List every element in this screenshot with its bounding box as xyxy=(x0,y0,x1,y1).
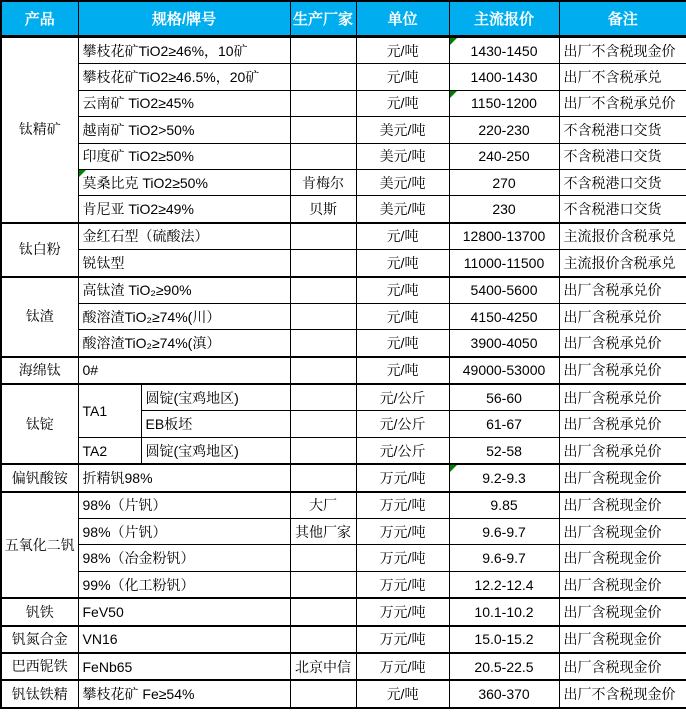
flag-triangle-icon xyxy=(450,465,457,472)
product-cell: 钒钛铁精 xyxy=(1,680,78,707)
header-unit: 单位 xyxy=(356,1,449,37)
price-cell: 9.2-9.3 xyxy=(449,464,559,491)
grade-cell: TA2 xyxy=(78,437,141,464)
note-cell: 出厂含税现金价 xyxy=(559,519,686,545)
table-row xyxy=(1,169,686,195)
note-cell: 不含税港口交货 xyxy=(559,169,686,195)
note-cell: 出厂含税现金价 xyxy=(559,492,686,519)
note-cell: 出厂不含税现金价 xyxy=(559,680,686,707)
price-cell: 10.1-10.2 xyxy=(449,598,559,625)
header-price: 主流报价 xyxy=(449,1,559,37)
price-cell: 360-370 xyxy=(449,680,559,707)
price-cell: 12800-13700 xyxy=(449,223,559,250)
unit-cell: 元/公斤 xyxy=(356,437,449,464)
price-cell: 52-58 xyxy=(449,437,559,464)
table-row xyxy=(1,143,686,169)
note-cell: 出厂含税现金价 xyxy=(559,545,686,571)
unit-cell: 元/吨 xyxy=(356,250,449,277)
grade-cell: TA1 xyxy=(78,384,141,437)
price-cell: 3900-4050 xyxy=(449,330,559,357)
header-manufacturer: 生产厂家 xyxy=(290,1,356,37)
unit-cell: 元/公斤 xyxy=(356,411,449,437)
manufacturer-cell xyxy=(290,37,356,64)
spec-cell: 98%（片钒） xyxy=(78,519,290,545)
flag-triangle-icon xyxy=(450,38,457,45)
manufacturer-cell xyxy=(290,303,356,329)
note-cell: 出厂含税承兑价 xyxy=(559,411,686,437)
price-cell: 49000-53000 xyxy=(449,357,559,384)
table-row xyxy=(1,437,686,464)
product-cell: 钛白粉 xyxy=(1,223,78,277)
spec-cell: 印度矿 TiO2≥50% xyxy=(78,143,290,169)
spec-cell: 99%（化工粉钒） xyxy=(78,571,290,598)
table-row xyxy=(1,519,686,545)
note-cell: 出厂含税现金价 xyxy=(559,464,686,491)
table-row xyxy=(1,680,686,707)
note-cell: 出厂含税现金价 xyxy=(559,598,686,625)
manufacturer-cell: 其他厂家 xyxy=(290,519,356,545)
price-cell: 9.6-9.7 xyxy=(449,545,559,571)
manufacturer-cell xyxy=(290,143,356,169)
spec-cell: 98%（片钒） xyxy=(78,492,290,519)
manufacturer-cell: 大厂 xyxy=(290,492,356,519)
table-row xyxy=(1,464,686,491)
manufacturer-cell xyxy=(290,626,356,653)
note-cell: 出厂含税现金价 xyxy=(559,571,686,598)
table-row xyxy=(1,545,686,571)
table-row xyxy=(1,384,686,411)
unit-cell: 元/吨 xyxy=(356,330,449,357)
spec-cell: 莫桑比克 TiO2≥50% xyxy=(78,169,290,195)
product-cell: 钛锭 xyxy=(1,384,78,464)
note-cell: 不含税港口交货 xyxy=(559,143,686,169)
manufacturer-cell xyxy=(290,545,356,571)
manufacturer-cell xyxy=(290,437,356,464)
flag-triangle-icon xyxy=(79,170,86,177)
manufacturer-cell xyxy=(290,90,356,116)
note-cell: 出厂含税承兑价 xyxy=(559,357,686,384)
table-row xyxy=(1,37,686,64)
manufacturer-cell xyxy=(290,464,356,491)
unit-cell: 元/吨 xyxy=(356,90,449,116)
manufacturer-cell: 北京中信 xyxy=(290,653,356,680)
table-row xyxy=(1,196,686,223)
note-cell: 出厂含税现金价 xyxy=(559,626,686,653)
price-cell: 4150-4250 xyxy=(449,303,559,329)
spec-cell: 酸溶渣TiO₂≥74%(滇） xyxy=(78,330,290,357)
spec-cell: 高钛渣 TiO₂≥90% xyxy=(78,277,290,304)
spec-cell: 圆锭(宝鸡地区) xyxy=(141,384,290,411)
note-cell: 主流报价含税承兑 xyxy=(559,223,686,250)
unit-cell: 万元/吨 xyxy=(356,571,449,598)
price-cell: 20.5-22.5 xyxy=(449,653,559,680)
unit-cell: 万元/吨 xyxy=(356,464,449,491)
price-cell: 9.6-9.7 xyxy=(449,519,559,545)
manufacturer-cell xyxy=(290,223,356,250)
header-product: 产品 xyxy=(1,1,78,37)
unit-cell: 万元/吨 xyxy=(356,519,449,545)
manufacturer-cell xyxy=(290,357,356,384)
manufacturer-cell xyxy=(290,571,356,598)
product-cell: 五氧化二钒 xyxy=(1,492,78,599)
manufacturer-cell xyxy=(290,117,356,143)
spec-cell: 锐钛型 xyxy=(78,250,290,277)
table-row xyxy=(1,277,686,304)
unit-cell: 元/吨 xyxy=(356,303,449,329)
table-row xyxy=(1,598,686,625)
table-row xyxy=(1,250,686,277)
price-cell: 9.85 xyxy=(449,492,559,519)
unit-cell: 元/吨 xyxy=(356,37,449,64)
price-cell: 12.2-12.4 xyxy=(449,571,559,598)
spec-cell: FeV50 xyxy=(78,598,290,625)
table-row xyxy=(1,571,686,598)
note-cell: 不含税港口交货 xyxy=(559,196,686,223)
note-cell: 出厂含税现金价 xyxy=(559,653,686,680)
header-spec: 规格/牌号 xyxy=(78,1,290,37)
table-body xyxy=(1,37,686,708)
table-row xyxy=(1,653,686,680)
header-note: 备注 xyxy=(559,1,686,37)
price-cell: 5400-5600 xyxy=(449,277,559,304)
unit-cell: 美元/吨 xyxy=(356,196,449,223)
unit-cell: 美元/吨 xyxy=(356,143,449,169)
manufacturer-cell xyxy=(290,250,356,277)
table-row xyxy=(1,330,686,357)
spec-cell: 酸溶渣TiO₂≥74%(川） xyxy=(78,303,290,329)
spec-cell: EB板坯 xyxy=(141,411,290,437)
table-row xyxy=(1,626,686,653)
price-cell: 15.0-15.2 xyxy=(449,626,559,653)
price-cell: 56-60 xyxy=(449,384,559,411)
product-cell: 海绵钛 xyxy=(1,357,78,384)
manufacturer-cell xyxy=(290,680,356,707)
note-cell: 主流报价含税承兑 xyxy=(559,250,686,277)
price-cell: 11000-11500 xyxy=(449,250,559,277)
header-row xyxy=(1,1,686,37)
unit-cell: 元/公斤 xyxy=(356,384,449,411)
note-cell: 出厂含税承兑价 xyxy=(559,303,686,329)
note-cell: 不含税港口交货 xyxy=(559,117,686,143)
note-cell: 出厂不含税承兑价 xyxy=(559,90,686,116)
spec-cell: 攀枝花矿TiO2≥46.5%，20矿 xyxy=(78,64,290,90)
price-cell: 220-230 xyxy=(449,117,559,143)
note-cell: 出厂含税承兑价 xyxy=(559,384,686,411)
table-row xyxy=(1,117,686,143)
note-cell: 出厂不含税现金价 xyxy=(559,37,686,64)
spec-cell: 0# xyxy=(78,357,290,384)
spec-cell: 圆锭(宝鸡地区) xyxy=(141,437,290,464)
note-cell: 出厂含税承兑价 xyxy=(559,330,686,357)
unit-cell: 元/吨 xyxy=(356,277,449,304)
spec-cell: 攀枝花矿 Fe≥54% xyxy=(78,680,290,707)
product-cell: 钒铁 xyxy=(1,598,78,625)
product-cell: 巴西铌铁 xyxy=(1,653,78,680)
unit-cell: 元/吨 xyxy=(356,680,449,707)
product-cell: 偏钒酸铵 xyxy=(1,464,78,491)
unit-cell: 万元/吨 xyxy=(356,545,449,571)
price-cell: 61-67 xyxy=(449,411,559,437)
unit-cell: 万元/吨 xyxy=(356,653,449,680)
spec-cell: 金红石型（硫酸法） xyxy=(78,223,290,250)
note-cell: 出厂含税承兑价 xyxy=(559,277,686,304)
spec-cell: 肯尼亚 TiO2≥49% xyxy=(78,196,290,223)
table-row xyxy=(1,492,686,519)
table-row xyxy=(1,223,686,250)
spec-cell: 折精钒98% xyxy=(78,464,290,491)
spec-cell: FeNb65 xyxy=(78,653,290,680)
note-cell: 出厂含税承兑价 xyxy=(559,437,686,464)
manufacturer-cell xyxy=(290,384,356,411)
price-cell: 270 xyxy=(449,169,559,195)
product-cell: 钛渣 xyxy=(1,277,78,357)
unit-cell: 元/吨 xyxy=(356,357,449,384)
note-cell: 出厂不含税承兑 xyxy=(559,64,686,90)
manufacturer-cell: 贝斯 xyxy=(290,196,356,223)
manufacturer-cell xyxy=(290,330,356,357)
unit-cell: 万元/吨 xyxy=(356,492,449,519)
unit-cell: 万元/吨 xyxy=(356,598,449,625)
manufacturer-cell xyxy=(290,598,356,625)
table-row xyxy=(1,303,686,329)
table-row xyxy=(1,64,686,90)
manufacturer-cell xyxy=(290,411,356,437)
product-cell: 钒氮合金 xyxy=(1,626,78,653)
manufacturer-cell xyxy=(290,277,356,304)
spec-cell: VN16 xyxy=(78,626,290,653)
table-row xyxy=(1,90,686,116)
spec-cell: 98%（冶金粉钒） xyxy=(78,545,290,571)
price-cell: 1430-1450 xyxy=(449,37,559,64)
price-cell: 240-250 xyxy=(449,143,559,169)
product-cell: 钛精矿 xyxy=(1,37,78,223)
unit-cell: 元/吨 xyxy=(356,64,449,90)
spec-cell: 云南矿 TiO2≥45% xyxy=(78,90,290,116)
spec-cell: 越南矿 TiO2>50% xyxy=(78,117,290,143)
table-row xyxy=(1,357,686,384)
price-cell: 230 xyxy=(449,196,559,223)
price-cell: 1400-1430 xyxy=(449,64,559,90)
price-cell: 1150-1200 xyxy=(449,90,559,116)
flag-triangle-icon xyxy=(450,91,457,98)
unit-cell: 元/吨 xyxy=(356,223,449,250)
spec-cell: 攀枝花矿TiO2≥46%，10矿 xyxy=(78,37,290,64)
unit-cell: 美元/吨 xyxy=(356,117,449,143)
unit-cell: 美元/吨 xyxy=(356,169,449,195)
manufacturer-cell: 肯梅尔 xyxy=(290,169,356,195)
unit-cell: 万元/吨 xyxy=(356,626,449,653)
manufacturer-cell xyxy=(290,64,356,90)
